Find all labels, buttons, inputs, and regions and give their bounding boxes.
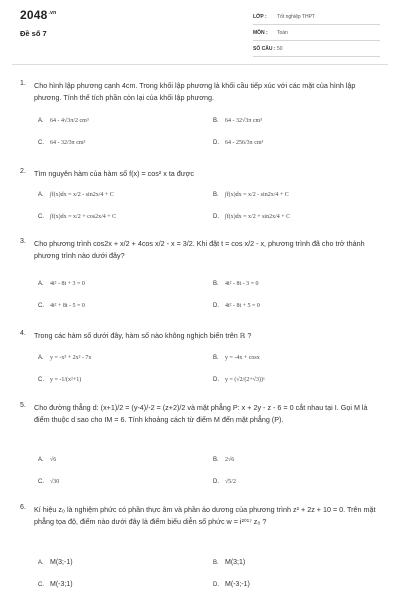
- option-text: 64 - 4√3π/2 cm³: [50, 118, 89, 124]
- option-text: 64 - 32/3π cm³: [50, 140, 86, 146]
- question-text: Tìm nguyên hàm của hàm số f(x) = cos² x ta được: [34, 169, 194, 178]
- header-divider: [12, 64, 388, 65]
- option-text: 4t² - 8t - 3 = 0: [225, 281, 259, 287]
- option-label: D.: [213, 214, 219, 220]
- option-c[interactable]: [38, 377, 81, 383]
- option-text: √5/2: [225, 479, 236, 485]
- option-text: 4t² - 8t + 3 = 0: [50, 281, 85, 287]
- question-number: 6.: [20, 504, 26, 511]
- option-label: C.: [38, 581, 44, 588]
- option-label: A.: [38, 355, 44, 361]
- option-d[interactable]: [213, 140, 263, 146]
- option-d[interactable]: [213, 214, 290, 220]
- option-a[interactable]: [38, 559, 73, 566]
- meta-row-class: [253, 9, 380, 25]
- option-label: B.: [213, 118, 219, 124]
- question-number: 2.: [20, 168, 26, 175]
- exam-title: Đề số 7: [20, 29, 47, 38]
- option-c[interactable]: [38, 581, 73, 588]
- option-text: 4t² + 8t - 5 = 0: [50, 303, 85, 309]
- option-b[interactable]: [213, 281, 259, 287]
- option-label: C.: [38, 214, 44, 220]
- option-label: D.: [213, 377, 219, 383]
- option-b[interactable]: [213, 457, 234, 463]
- meta-key: LỚP :: [253, 13, 267, 20]
- exam-meta: [253, 9, 380, 57]
- option-text: 64 - 256/3π cm³: [225, 140, 264, 146]
- question-5: [20, 402, 380, 426]
- option-d[interactable]: [213, 303, 260, 309]
- option-text: √6: [50, 457, 57, 463]
- option-text: ∫f(x)dx = x/2 - sin2x/4 + C: [225, 192, 289, 198]
- option-text: M(-3;-1): [225, 581, 250, 588]
- option-text: M(3;1): [225, 559, 246, 566]
- meta-value: Tốt nghiệp THPT: [277, 13, 315, 20]
- option-text: y = -x³ + 2x² - 7x: [50, 355, 92, 361]
- option-text: 64 - 32√3π cm³: [225, 118, 262, 124]
- option-text: ∫f(x)dx = x/2 - sin2x/4 + C: [50, 192, 114, 198]
- option-b[interactable]: [213, 559, 245, 566]
- option-a[interactable]: [38, 355, 91, 361]
- question-number: 5.: [20, 402, 26, 409]
- option-c[interactable]: [38, 214, 116, 220]
- option-label: A.: [38, 118, 44, 124]
- option-label: C.: [38, 479, 44, 485]
- question-2: [20, 168, 380, 180]
- option-a[interactable]: [38, 281, 85, 287]
- option-a[interactable]: [38, 192, 114, 198]
- option-text: y = -4x + cosx: [225, 355, 260, 361]
- option-c[interactable]: [38, 140, 85, 146]
- option-label: B.: [213, 355, 219, 361]
- site-logo[interactable]: [20, 8, 56, 22]
- option-text: √30: [50, 479, 60, 485]
- option-text: y = -1/(x²+1): [50, 377, 82, 383]
- option-label: C.: [38, 377, 44, 383]
- option-c[interactable]: [38, 479, 59, 485]
- option-label: C.: [38, 140, 44, 146]
- question-text: Cho đường thẳng d: (x+1)/2 = (y-4)/-2 = (z+2)/2 và mặt phẳng P: x + 2y - z - 6 = 0 cắt nhau tại I. Gọi M là điểm thuộc d sao cho IM = 6. Tính khoảng cách từ điểm M đến mặt phẳng (P).: [34, 403, 368, 424]
- option-text: ∫f(x)dx = x/2 + cos2x/4 + C: [50, 214, 117, 220]
- option-label: B.: [213, 192, 219, 198]
- option-label: D.: [213, 581, 219, 588]
- meta-key: SỐ CÂU :: [253, 45, 276, 52]
- meta-value: 50: [277, 45, 283, 52]
- option-label: A.: [38, 559, 44, 566]
- question-3: [20, 238, 380, 262]
- option-a[interactable]: [38, 118, 89, 124]
- option-label: A.: [38, 457, 44, 463]
- option-label: A.: [38, 281, 44, 287]
- logo-text: 2048: [20, 8, 48, 22]
- option-d[interactable]: [213, 479, 236, 485]
- option-c[interactable]: [38, 303, 85, 309]
- option-label: B.: [213, 457, 219, 463]
- option-d[interactable]: [213, 377, 265, 383]
- logo-suffix: .vn: [48, 10, 57, 16]
- option-text: M(3;-1): [50, 559, 73, 566]
- question-text: Kí hiệu z₀ là nghiệm phức có phần thực âm và phần ảo dương của phương trình z² + 2z + 10 = 0. Trên mặt phẳng tọa độ, điểm nào dưới đây là điểm biểu diễn số phức w = i²⁰¹⁷ z₀ ?: [34, 505, 376, 526]
- option-label: B.: [213, 281, 219, 287]
- question-text: Cho hình lập phương cạnh 4cm. Trong khối lập phương là khối cầu tiếp xúc với các mặt của hình lập phương. Tính thể tích phần còn lại của khối lập phương.: [34, 81, 356, 102]
- question-4: [20, 330, 380, 342]
- option-label: C.: [38, 303, 44, 309]
- option-label: A.: [38, 192, 44, 198]
- option-label: D.: [213, 303, 219, 309]
- option-text: y = (√2/(2+√3))ˣ: [225, 377, 265, 383]
- question-text: Cho phương trình cos2x + x/2 + 4cos x/2 - x = 3/2. Khi đặt t = cos x/2 - x, phương trình đã cho trở thành phương trình nào dưới đây?: [34, 239, 365, 260]
- option-d[interactable]: [213, 581, 250, 588]
- question-number: 3.: [20, 238, 26, 245]
- option-label: B.: [213, 559, 219, 566]
- option-a[interactable]: [38, 457, 56, 463]
- option-text: 4t² - 8t + 5 = 0: [225, 303, 260, 309]
- meta-row-question-count: [253, 41, 380, 57]
- option-label: D.: [213, 140, 219, 146]
- option-label: D.: [213, 479, 219, 485]
- question-number: 1.: [20, 80, 26, 87]
- meta-key: MÔN :: [253, 29, 268, 36]
- option-b[interactable]: [213, 192, 289, 198]
- meta-row-subject: [253, 25, 380, 41]
- question-number: 4.: [20, 330, 26, 337]
- question-text: Trong các hàm số dưới đây, hàm số nào không nghịch biến trên ℝ ?: [34, 331, 252, 340]
- option-b[interactable]: [213, 355, 260, 361]
- option-text: M(-3;1): [50, 581, 73, 588]
- question-6: [20, 504, 380, 528]
- option-b[interactable]: [213, 118, 262, 124]
- option-text: ∫f(x)dx = x/2 + sin2x/4 + C: [225, 214, 291, 220]
- option-text: 2√6: [225, 457, 235, 463]
- question-1: [20, 80, 380, 104]
- meta-value: Toán: [277, 29, 288, 36]
